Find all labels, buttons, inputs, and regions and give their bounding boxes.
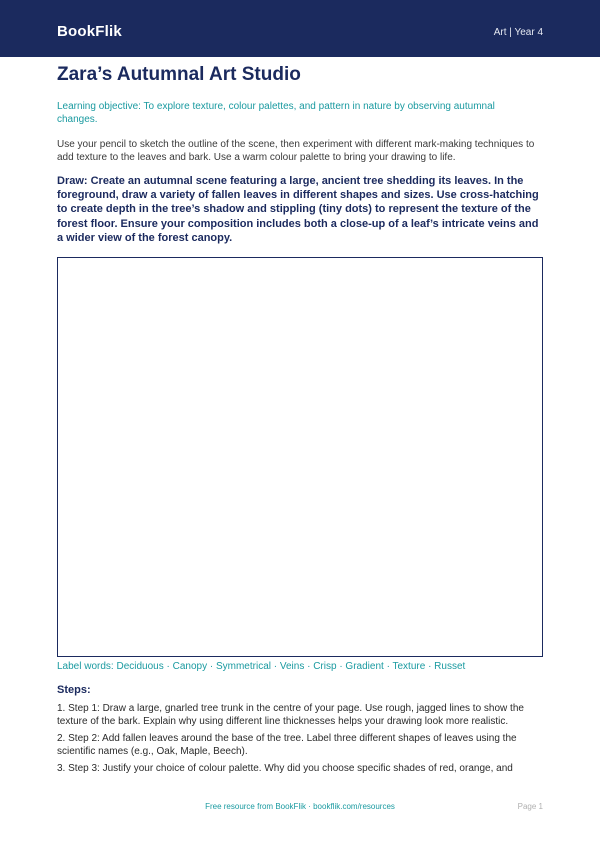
draw-task: Draw: Create an autumnal scene featuring a large, ancient tree shedding its leaves. In the foreground, draw a variety of fallen leaves in different shapes and sizes. Use cross-hatching to create depth in the tree’s shadow and stippling (tiny dots) to represent the texture of the forest floor. Ensure your composition includes both a close-up of a leaf’s intricate veins and a wider view of the forest canopy. — [57, 175, 539, 244]
drawing-area[interactable] — [57, 257, 543, 657]
steps-list — [57, 702, 543, 779]
footer-credit: Free resource from BookFlik · bookflik.com/resources — [205, 802, 395, 811]
intro-paragraph: Use your pencil to sketch the outline of the scene, then experiment with different mark-making techniques to add texture to the leaves and bark. Use a warm colour palette to bring your drawing to life. — [57, 139, 535, 163]
learning-objective: Learning objective: To explore texture, colour palettes, and pattern in nature by observing autumnal changes. — [57, 101, 495, 125]
brand-logo: BookFlik — [57, 23, 122, 40]
page-header — [0, 0, 600, 57]
step-item: 2. Step 2: Add fallen leaves around the base of the tree. Label three different shapes of leaves using the scientific names (e.g., Oak, Maple, Beech). — [57, 733, 517, 757]
step-item: 1. Step 1: Draw a large, gnarled tree trunk in the centre of your page. Use rough, jagged lines to show the texture of the bark. Explain why using different line thicknesses helps your drawing look more realistic. — [57, 703, 524, 727]
subject-year-label: Art | Year 4 — [493, 27, 543, 38]
page-number: Page 1 — [517, 802, 543, 811]
worksheet-title: Zara’s Autumnal Art Studio — [57, 64, 301, 85]
label-words: Label words: Deciduous · Canopy · Symmetrical · Veins · Crisp · Gradient · Texture · Russet — [57, 661, 466, 672]
steps-heading: Steps: — [57, 684, 91, 696]
step-item: 3. Step 3: Justify your choice of colour palette. Why did you choose specific shades of red, orange, and — [57, 763, 513, 774]
